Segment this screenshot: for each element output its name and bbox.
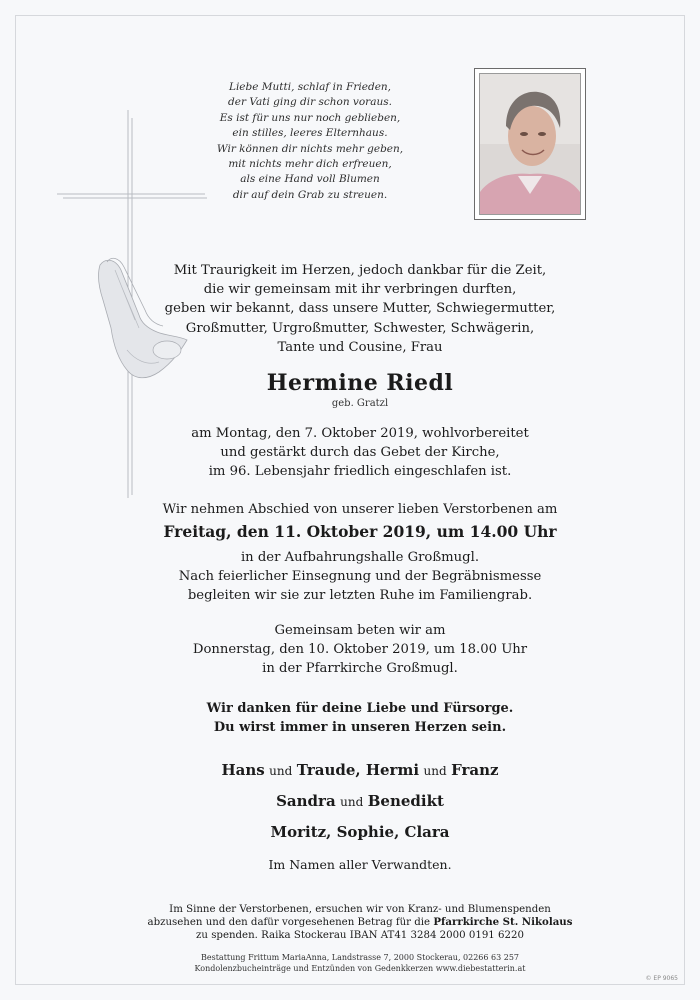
intro-line: geben wir bekannt, dass unsere Mutter, Schwiegermutter,	[164, 301, 556, 317]
death-notice	[160, 424, 560, 482]
deceased-name: Hermine Riedl	[266, 370, 454, 396]
family-line-2	[160, 792, 560, 810]
family-conjunction: und	[423, 764, 447, 778]
prayer-notice	[160, 621, 560, 679]
intro-line: Großmutter, Urgroßmutter, Schwester, Schwägerin,	[185, 320, 535, 336]
undertaker-line: Kondolenzbucheinträge und Entzünden von Gedenkkerzen www.diebestatterin.at	[194, 964, 526, 973]
funeral-line: begleiten wir sie zur letzten Ruhe im Familiengrab.	[187, 588, 533, 604]
prayer-line: in der Pfarrkirche Großmugl.	[262, 661, 458, 677]
funeral-line: Nach feierlicher Einsegnung und der Begräbnismesse	[178, 569, 542, 585]
death-line: im 96. Lebensjahr friedlich eingeschlafen ist.	[208, 464, 512, 480]
family-names: Hans	[221, 761, 265, 779]
intro-line: Tante und Cousine, Frau	[277, 339, 443, 355]
poem	[160, 80, 460, 203]
funeral-line: in der Aufbahrungshalle Großmugl.	[240, 550, 480, 565]
family-names: Sandra	[276, 792, 336, 810]
family-line-1	[160, 761, 560, 779]
death-line: und gestärkt durch das Gebet der Kirche,	[220, 445, 500, 461]
family-names: Benedikt	[367, 792, 444, 810]
donation-line: Im Sinne der Verstorbenen, ersuchen wir von Kranz- und Blumenspenden	[169, 904, 551, 915]
farewell-lead: Wir nehmen Abschied von unserer lieben Verstorbenen am	[162, 502, 558, 517]
donation-text: abzusehen und den dafür vorgesehenen Betrag für die	[147, 917, 431, 929]
intro-text	[160, 261, 560, 357]
poem-line: Es ist für uns nur noch geblieben,	[219, 111, 401, 124]
poem-line: mit nichts mehr dich erfreuen,	[228, 158, 392, 171]
funeral-details	[160, 548, 560, 606]
thanks-text	[160, 699, 560, 737]
maiden-name: geb. Gratzl	[331, 398, 389, 409]
donation-request	[130, 903, 590, 943]
family-names: Traude, Hermi	[296, 761, 420, 779]
poem-line: ein stilles, leeres Elternhaus.	[232, 127, 388, 140]
poem-line: dir auf dein Grab zu streuen.	[232, 188, 388, 201]
poem-line: als eine Hand voll Blumen	[240, 173, 380, 186]
donation-line: zu spenden. Raika Stockerau IBAN AT41 3284 2000 0191 6220	[196, 930, 524, 942]
relatives-note: Im Namen aller Verwandten.	[268, 857, 452, 872]
portrait-image	[479, 73, 581, 215]
family-names: Moritz, Sophie, Clara	[270, 823, 450, 841]
family-conjunction: und	[340, 795, 364, 809]
undertaker-info	[130, 952, 590, 974]
undertaker-line: Bestattung Frittum MariaAnna, Landstrasse 7, 2000 Stockerau, 02266 63 257	[200, 953, 520, 962]
prayer-line: Gemeinsam beten wir am	[274, 623, 446, 638]
thanks-line: Du wirst immer in unseren Herzen sein.	[213, 720, 507, 735]
death-line: am Montag, den 7. Oktober 2019, wohlvorbereitet	[191, 426, 529, 441]
poem-line: Liebe Mutti, schlaf in Frieden,	[228, 81, 392, 93]
intro-line: Mit Traurigkeit im Herzen, jedoch dankbar für die Zeit,	[173, 263, 547, 278]
family-names: Franz	[451, 761, 499, 779]
template-code: © EP 9065	[645, 975, 678, 982]
donation-recipient: Pfarrkirche St. Nikolaus	[433, 916, 573, 929]
donation-line	[130, 916, 590, 929]
portrait-photo	[474, 68, 586, 220]
prayer-line: Donnerstag, den 10. Oktober 2019, um 18.00 Uhr	[192, 642, 528, 658]
funeral-date: Freitag, den 11. Oktober 2019, um 14.00 Uhr	[163, 522, 557, 541]
family-conjunction: und	[269, 764, 293, 778]
poem-line: Wir können dir nichts mehr geben,	[216, 142, 404, 155]
poem-line: der Vati ging dir schon voraus.	[228, 96, 392, 109]
family-line-3	[160, 823, 560, 841]
thanks-line: Wir danken für deine Liebe und Fürsorge.	[206, 701, 514, 716]
intro-line: die wir gemeinsam mit ihr verbringen durften,	[203, 282, 517, 298]
